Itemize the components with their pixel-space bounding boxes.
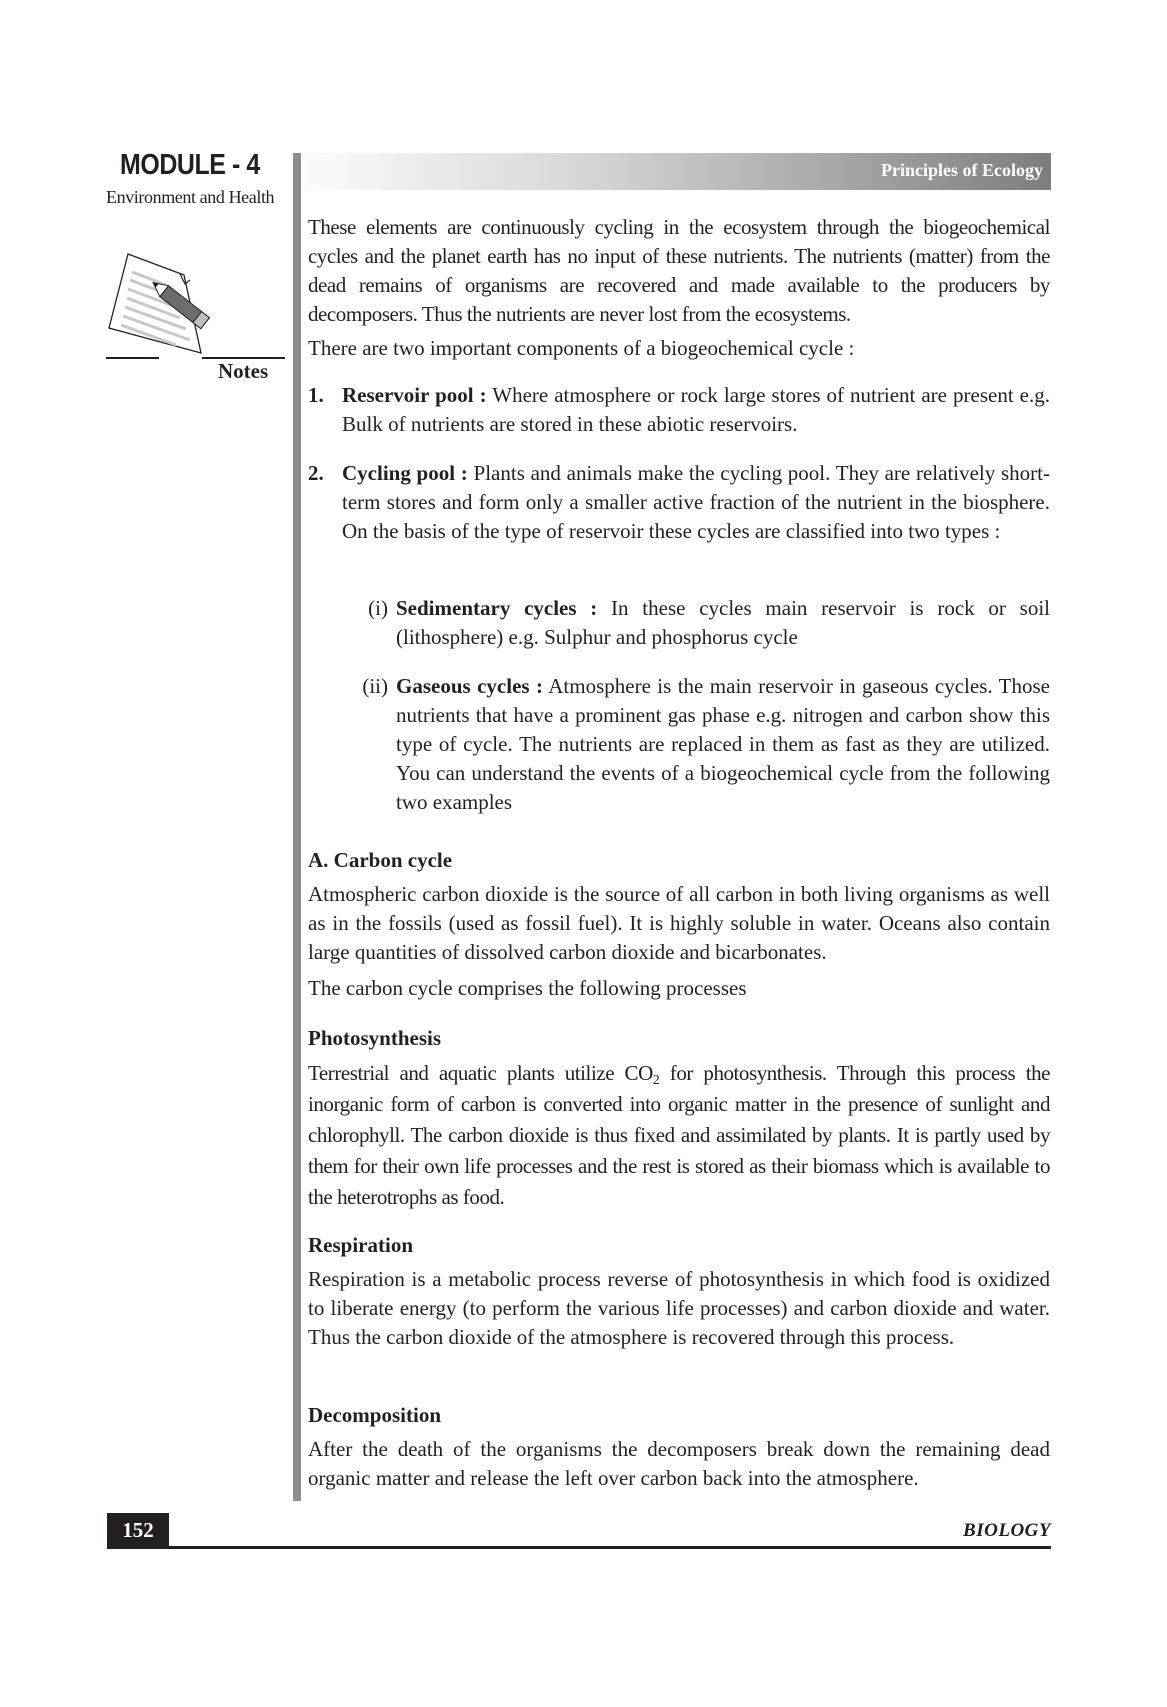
carbon-cycle-paragraph: Atmospheric carbon dioxide is the source of all carbon in both living organisms as well as in the fossils (used as fossil fuel). It is highly soluble in water. Oceans also contain large quantities of dissolved carbon dioxide and bicarbonates.: [308, 882, 1050, 964]
definition: In these cycles main reservoir is rock or soil (lithosphere) e.g. Sulphur and phosphorus cycle: [396, 596, 1050, 649]
sub-body: [396, 672, 1050, 817]
photosynthesis-section: [308, 1024, 1050, 1213]
list-number: 1.: [308, 383, 324, 407]
definition: Atmosphere is the main reservoir in gaseous cycles. Those nutrients that have a prominent gas phase e.g. nitrogen and carbon show this type of cycle. The nutrients are replaced in them as fast as they are utilized. You can understand the events of a biogeochemical cycle from the following two examples: [396, 674, 1050, 814]
chapter-title: Principles of Ecology: [881, 160, 1043, 180]
components-intro-text: There are two important components of a biogeochemical cycle :: [308, 336, 855, 360]
list-number: 2.: [308, 461, 324, 485]
term: Gaseous cycles :: [396, 674, 543, 698]
sub-body: [396, 594, 1050, 652]
sub-number: (ii): [362, 674, 388, 698]
notes-label: Notes: [218, 359, 269, 383]
definition: Plants and animals make the cycling pool. They are relatively short-term stores and form only a smaller active fraction of the nutrient in the biosphere. On the basis of the type of reservoir these cycles are classified into two types :: [342, 461, 1050, 543]
notepad-pencil-icon: [106, 240, 256, 360]
subheading-decomposition: Decomposition: [308, 1403, 441, 1427]
text: for photosynthesis. Through this process the inorganic form of carbon is converted into organic matter in the presence of sunlight and chlorophyll. The carbon dioxide is thus fixed and assimilated by plants. It is partly used by them for their own life processes and the rest is stored as their biomass which is available to the heterotrophs as food.: [308, 1061, 1050, 1209]
footer-rule: [107, 1546, 1051, 1549]
text: Terrestrial and aquatic plants utilize CO: [308, 1061, 653, 1085]
photosynthesis-paragraph: [308, 1058, 1050, 1213]
term: Cycling pool :: [342, 461, 468, 485]
subscript: 2: [652, 1073, 660, 1088]
respiration-section: [308, 1231, 1050, 1352]
page-number-box: [107, 1513, 169, 1548]
sub-item-gaseous-cycles: [348, 672, 1050, 817]
term: Sedimentary cycles :: [396, 596, 598, 620]
subheading-respiration: Respiration: [308, 1233, 413, 1257]
intro-text: These elements are continuously cycling in the ecosystem through the biogeochemical cycles and the planet earth has no input of these nutrients. The nutrients (matter) from the dead remains of organisms are recovered and made available to the producers by decomposers. Thus the nutrients are never lost from the ecosystems.: [308, 215, 1050, 326]
carbon-processes-intro: The carbon cycle comprises the following processes: [308, 976, 747, 1000]
notes-divider-left: [106, 357, 159, 359]
page-number: 152: [122, 1518, 154, 1542]
decomposition-paragraph: After the death of the organisms the decomposers break down the remaining dead organic matter and release the left over carbon back into the atmosphere.: [308, 1437, 1050, 1490]
margin-vertical-rule: [293, 153, 301, 1501]
module-title: MODULE - 4: [120, 149, 260, 181]
components-intro: [308, 334, 1050, 363]
footer-subject: BIOLOGY: [963, 1520, 1051, 1541]
carbon-cycle-section: [308, 846, 1050, 1003]
module-subtitle: Environment and Health: [106, 187, 275, 207]
respiration-paragraph: Respiration is a metabolic process reverse of photosynthesis in which food is oxidized to liberate energy (to perform the various life processes) and carbon dioxide and water. Thus the carbon dioxide of the atmosphere is recovered through this process.: [308, 1267, 1050, 1349]
sub-number: (i): [368, 596, 388, 620]
subheading-photosynthesis: Photosynthesis: [308, 1026, 442, 1050]
term: Reservoir pool :: [342, 383, 487, 407]
list-item-cycling-pool: [308, 459, 1050, 546]
list-body: [342, 459, 1050, 546]
intro-paragraph: [308, 213, 1050, 329]
list-body: [342, 381, 1050, 439]
definition: Where atmosphere or rock large stores of nutrient are present e.g. Bulk of nutrients are stored in these abiotic reservoirs.: [342, 383, 1050, 436]
section-heading-carbon-cycle: A. Carbon cycle: [308, 848, 453, 872]
chapter-header-bar: [305, 153, 1051, 190]
list-item-reservoir-pool: [308, 381, 1050, 439]
sub-item-sedimentary-cycles: [348, 594, 1050, 652]
decomposition-section: [308, 1401, 1050, 1493]
